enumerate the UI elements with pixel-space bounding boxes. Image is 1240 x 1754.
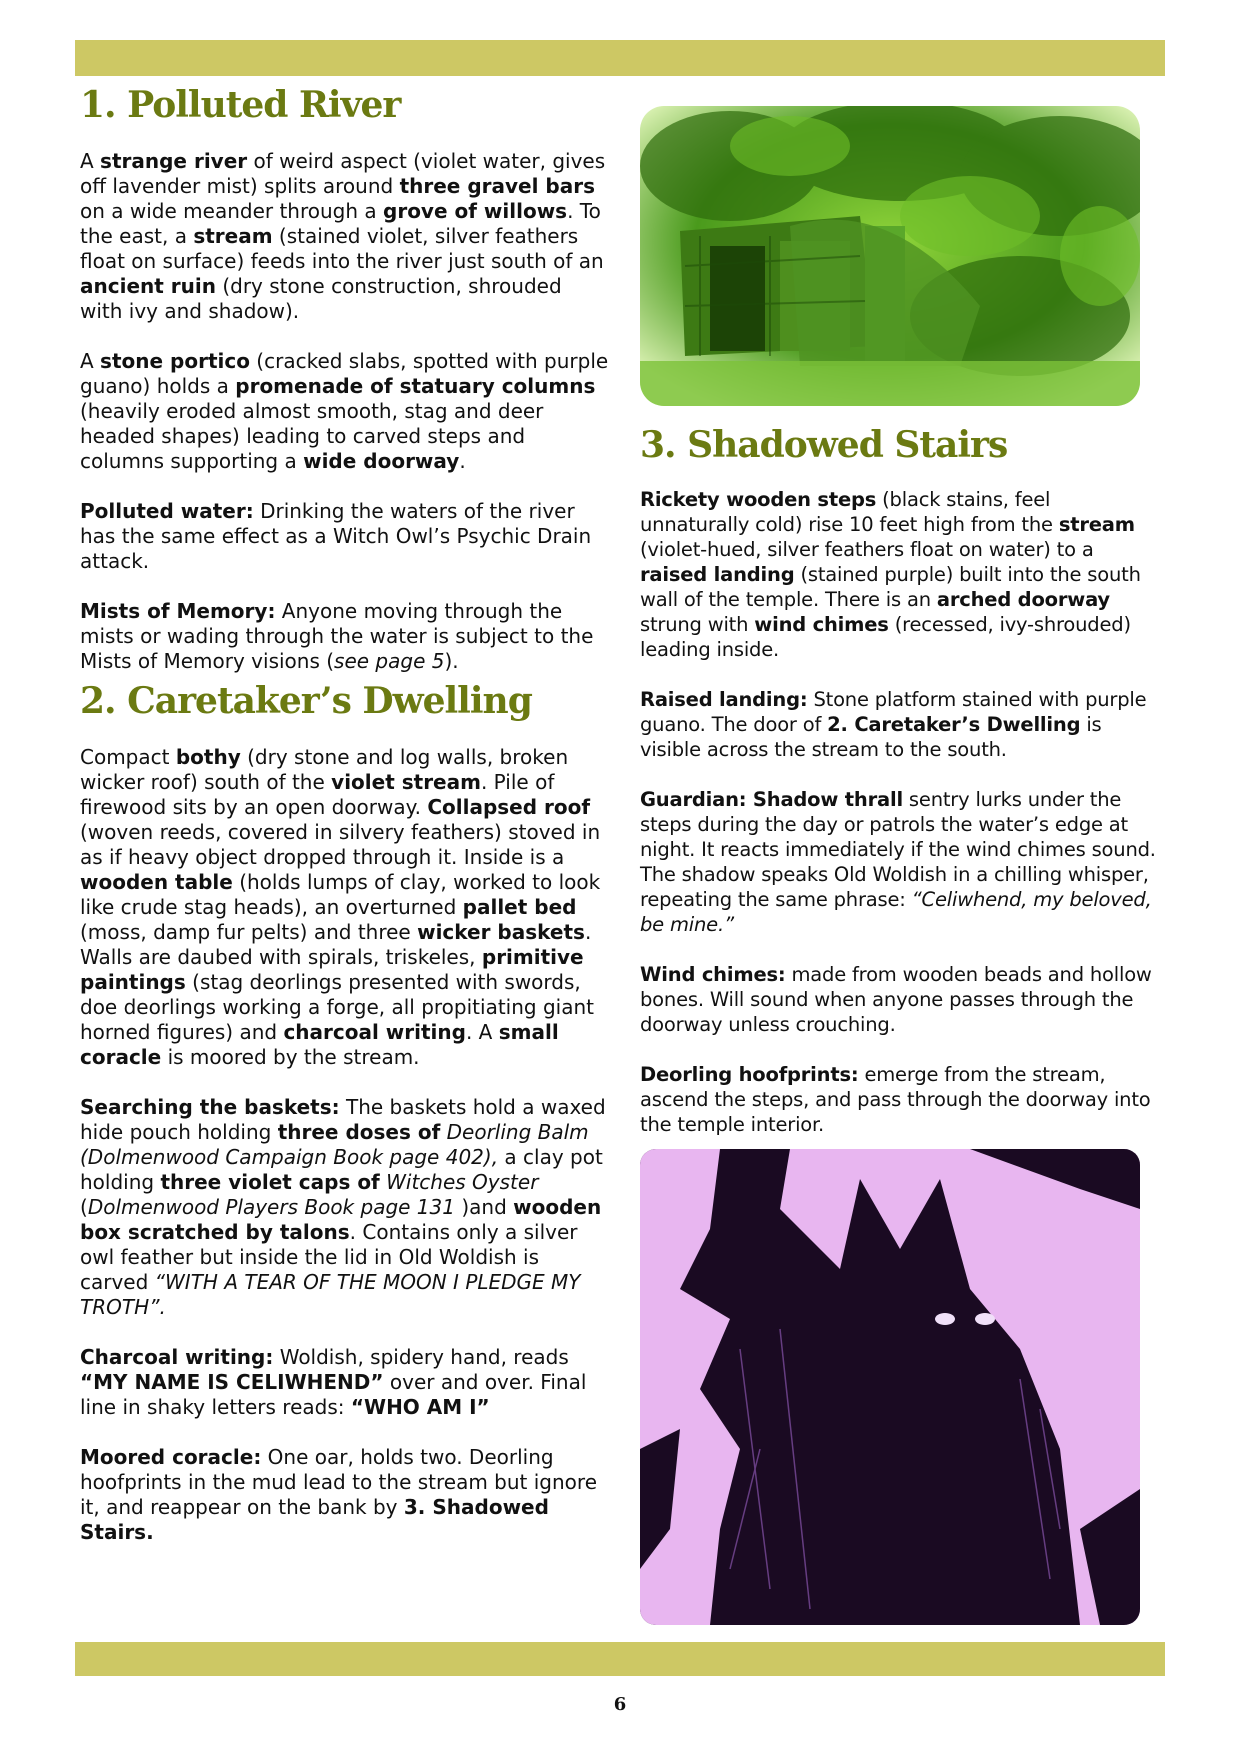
header-band bbox=[75, 40, 1165, 76]
heading-polluted-river: 1. Polluted River bbox=[80, 84, 401, 126]
left-column bbox=[80, 84, 610, 1570]
right-column bbox=[640, 84, 1160, 1625]
paragraph-moored-coracle: Moored coracle: One oar, holds two. Deorling hoofprints in the mud lead to the stream but ignore it, and reappear on the bank by 3. Shadowed Stairs. bbox=[80, 1445, 597, 1545]
forest-ruin-illustration bbox=[640, 106, 1140, 406]
paragraph-bothy: Compact bothy (dry stone and log walls, broken wicker roof) south of the violet stream. Pile of firewood sits by an open doorway. Collapsed roof (woven reeds, covered in silvery feathers) stoved in as if heavy object dropped through it. Inside is a wooden table (holds lumps of clay, worked to look like crude stag heads), an overturned pallet bed (moss, damp fur pelts) and three wicker baskets. Walls are daubed with spirals, triskeles, primitive paintings (stag deorlings presented with swords, doe deorlings working a forge, all propitiating giant horned figures) and charcoal writing. A small coracle is moored by the stream. bbox=[80, 745, 601, 1070]
paragraph-raised-landing: Raised landing: Stone platform stained with purple guano. The door of 2. Caretaker’s Dwelling is visible across the stream to the south. bbox=[640, 688, 1147, 762]
paragraph-wooden-steps: Rickety wooden steps (black stains, feel unnaturally cold) rise 10 feet high from the stream (violet-hued, silver feathers float on water) to a raised landing (stained purple) built into the south wall of the temple. There is an arched doorway strung with wind chimes (recessed, ivy-shrouded) leading inside. bbox=[640, 488, 1141, 662]
paragraph-polluted-water: Polluted water: Drinking the waters of the river has the same effect as a Witch Owl’s Psychic Drain attack. bbox=[80, 499, 592, 574]
footer-band bbox=[75, 1642, 1165, 1676]
paragraph-guardian: Guardian: Shadow thrall sentry lurks under the steps during the day or patrols the water’s edge at night. It reacts immediately if the wind chimes sound. The shadow speaks Old Woldish in a chilling whisper, repeating the same phrase: “Celiwhend, my beloved, be mine.” bbox=[640, 788, 1156, 937]
paragraph-searching-baskets: Searching the baskets: The baskets hold a waxed hide pouch holding three doses of Deorling Balm (Dolmenwood Campaign Book page 402), a clay pot holding three violet caps of Witches Oyster (Dolmenwood Players Book page 131 )and wooden box scratched by talons. Contains only a silver owl feather but inside the lid in Old Woldish is carved “WITH A TEAR OF THE MOON I PLEDGE MY TROTH”. bbox=[80, 1095, 606, 1320]
heading-caretakers-dwelling: 2. Caretaker’s Dwelling bbox=[80, 680, 532, 723]
paragraph-portico: A stone portico (cracked slabs, spotted with purple guano) holds a promenade of statuary columns (heavily eroded almost smooth, stag and deer headed shapes) leading to carved steps and columns supporting a wide doorway. bbox=[80, 349, 609, 474]
paragraph-mists-of-memory: Mists of Memory: Anyone moving through the mists or wading through the water is subject to the Mists of Memory visions (see page 5). bbox=[80, 599, 594, 674]
paragraph-river-intro: A strange river of weird aspect (violet water, gives off lavender mist) splits around three gravel bars on a wide meander through a grove of willows. To the east, a stream (stained violet, silver feathers float on surface) feeds into the river just south of an ancient ruin (dry stone construction, shrouded with ivy and shadow). bbox=[80, 149, 606, 324]
paragraph-charcoal-writing: Charcoal writing: Woldish, spidery hand, reads “MY NAME IS CELIWHEND” over and over. Final line in shaky letters reads: “WHO AM I” bbox=[80, 1345, 587, 1420]
paragraph-wind-chimes: Wind chimes: made from wooden beads and hollow bones. Will sound when anyone passes through the doorway unless crouching. bbox=[640, 963, 1152, 1037]
page-number: 6 bbox=[613, 1694, 627, 1715]
paragraph-deorling-hoofprints: Deorling hoofprints: emerge from the stream, ascend the steps, and pass through the doorway into the temple interior. bbox=[640, 1063, 1151, 1137]
shadow-thrall-illustration bbox=[640, 1149, 1140, 1625]
heading-shadowed-stairs: 3. Shadowed Stairs bbox=[640, 424, 1008, 466]
